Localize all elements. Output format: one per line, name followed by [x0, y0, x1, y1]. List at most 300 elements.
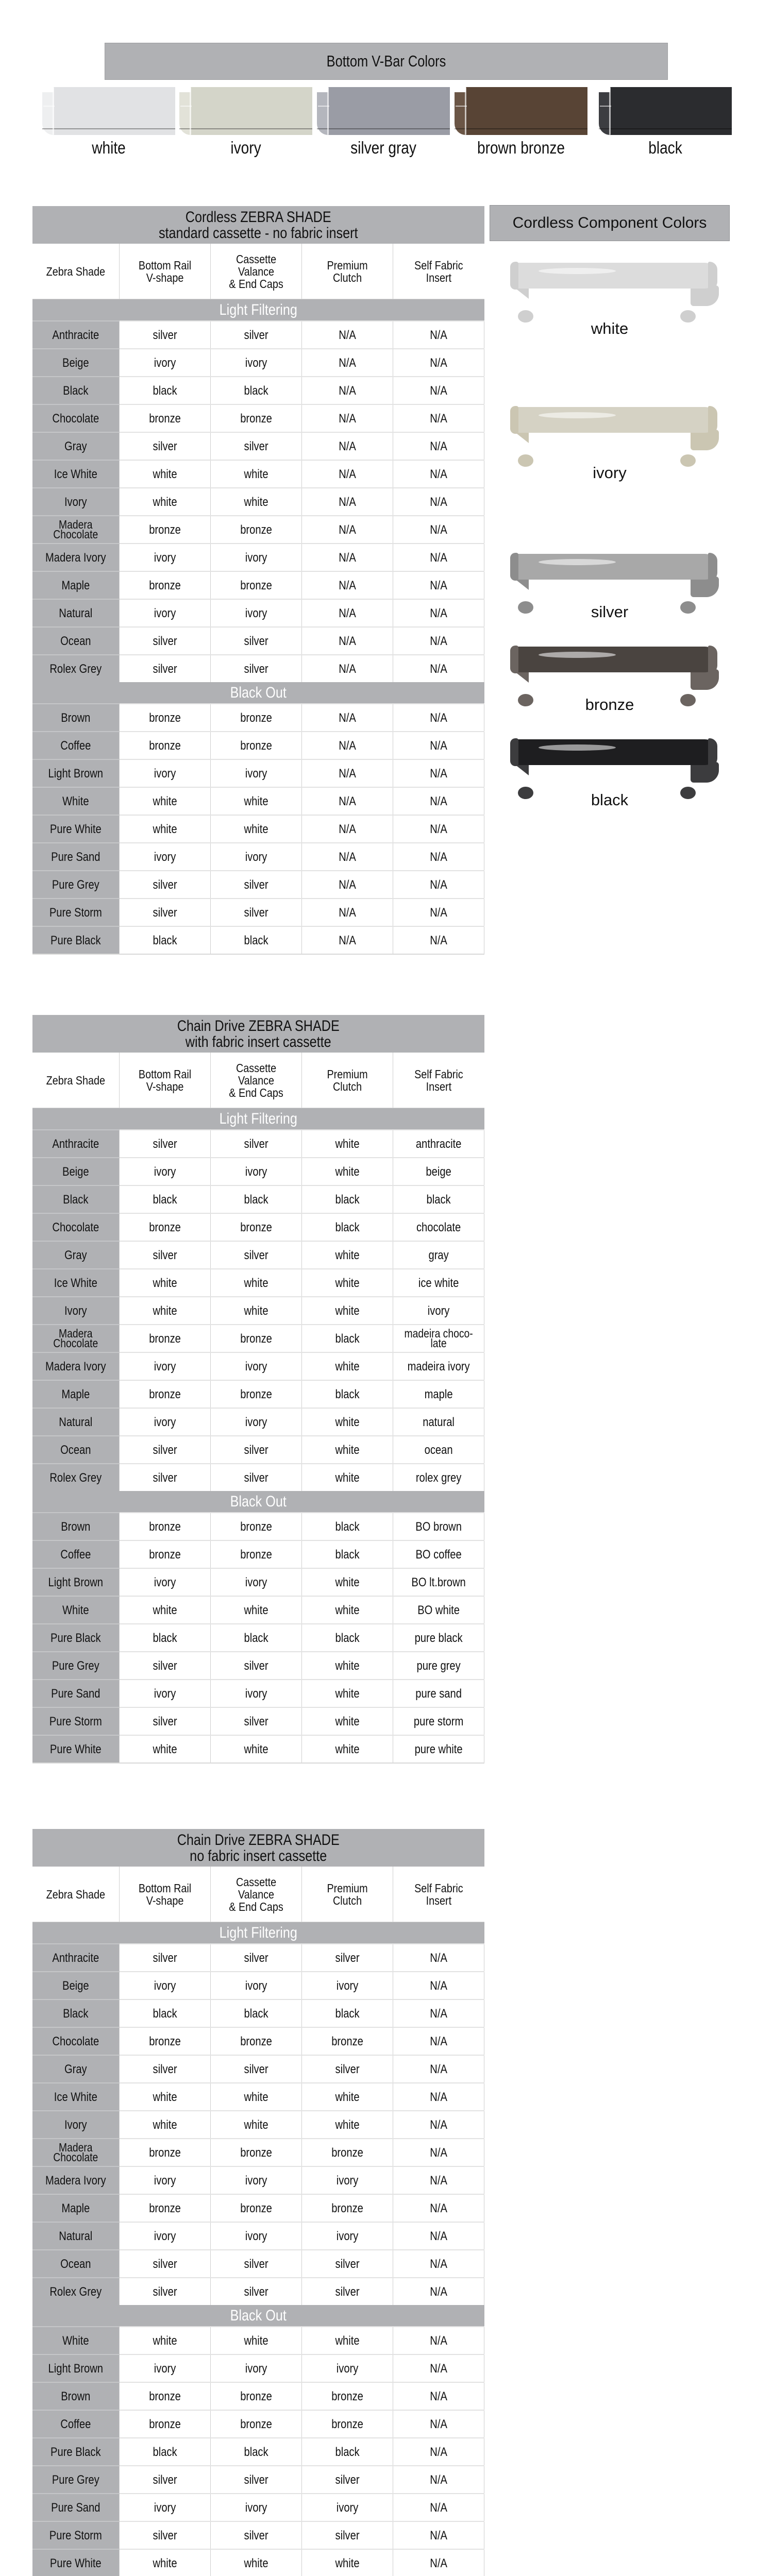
shade-name-cell — [32, 599, 119, 627]
section-band-black-out — [32, 1491, 484, 1513]
component-color-cell — [210, 2327, 301, 2354]
component-color-cell — [119, 1213, 210, 1241]
section-label-text: Black Out — [230, 2307, 287, 2324]
component-color-cell — [210, 2027, 301, 2055]
cell-text: Brown — [61, 710, 91, 725]
end-cap-left — [510, 262, 518, 290]
table-row — [32, 1325, 484, 1352]
cell-text: ivory — [245, 606, 267, 620]
cell-text: ivory — [245, 766, 267, 781]
component-color-cell — [119, 571, 210, 599]
component-color-cell — [119, 2382, 210, 2410]
cell-text: white — [244, 2556, 268, 2570]
shade-name-cell — [32, 377, 119, 404]
cell-text: white — [244, 2333, 268, 2348]
component-color-cell — [393, 516, 484, 544]
cell-text: N/A — [339, 634, 356, 648]
component-color-cell — [301, 2278, 393, 2305]
cell-text: Gray — [64, 439, 87, 453]
cell-text: bronze — [240, 1519, 272, 1534]
component-color-cell — [119, 349, 210, 377]
cell-text: ivory — [154, 1359, 176, 1374]
table-row — [32, 2494, 484, 2521]
component-color-cell — [210, 2278, 301, 2305]
bracket-right — [691, 669, 719, 690]
table-title-line1: Chain Drive ZEBRA SHADE — [177, 1017, 340, 1035]
cell-text: silver — [335, 1951, 360, 1965]
cell-text: N/A — [430, 328, 447, 342]
cell-text: white — [335, 1276, 360, 1290]
cell-text: N/A — [339, 355, 356, 370]
table-row — [32, 2194, 484, 2222]
cell-text: N/A — [430, 522, 447, 537]
cell-text: BO lt.brown — [411, 1575, 466, 1589]
cell-text: silver — [244, 2257, 268, 2271]
shade-name-cell — [32, 627, 119, 655]
component-color-cell — [119, 2278, 210, 2305]
cell-text: silver — [153, 2062, 177, 2076]
component-color-cell — [119, 2521, 210, 2549]
component-color-cell — [210, 1158, 301, 1185]
component-color-cell — [301, 1680, 393, 1707]
headrail-tube — [510, 407, 716, 433]
cell-text: black — [335, 1631, 360, 1645]
cell-text: ivory — [154, 355, 176, 370]
component-color-cell — [210, 899, 301, 926]
cell-text: ivory — [245, 1978, 267, 1993]
vbar-groove — [599, 128, 732, 129]
component-color-cell — [301, 377, 393, 404]
component-color-cell — [301, 1624, 393, 1652]
cell-text: white — [335, 1359, 360, 1374]
column-header-text: Zebra Shade — [46, 264, 105, 278]
cell-text: Pure Black — [51, 2445, 101, 2459]
section-label — [32, 1491, 484, 1513]
component-color-cell — [301, 1999, 393, 2027]
component-color-cell — [119, 899, 210, 926]
cell-text: Natural — [59, 606, 93, 620]
component-color-cell — [301, 1568, 393, 1596]
cell-text: bronze — [331, 2145, 363, 2160]
vbar-edge — [327, 87, 329, 135]
table-row — [32, 2410, 484, 2438]
component-color-cell — [119, 2194, 210, 2222]
cell-text: N/A — [430, 1978, 447, 1993]
end-cap-right — [708, 262, 717, 290]
table-title-text — [69, 209, 448, 241]
shade-name-cell — [32, 2222, 119, 2250]
cell-text: bronze — [240, 1387, 272, 1401]
component-color-cell — [210, 2222, 301, 2250]
cell-text: Pure White — [49, 2556, 102, 2570]
shade-name-cell — [32, 571, 119, 599]
table-row — [32, 759, 484, 787]
section-label-text: Light Filtering — [219, 1110, 297, 1127]
component-color-cell — [119, 1408, 210, 1436]
shade-name-cell — [32, 1999, 119, 2027]
component-color-cell — [210, 460, 301, 488]
component-color-cell — [301, 2055, 393, 2083]
component-color-cell — [119, 2111, 210, 2139]
component-color-cell — [119, 732, 210, 759]
cell-text: black — [335, 1519, 360, 1534]
component-color-cell — [210, 1652, 301, 1680]
shade-name-cell — [32, 1624, 119, 1652]
table-row — [32, 2354, 484, 2382]
cell-text: Madera Chocolate — [53, 518, 98, 541]
component-color-cell — [301, 926, 393, 954]
cell-text: silver — [244, 439, 268, 453]
cell-text: Brown — [61, 1519, 91, 1534]
shade-name-cell — [32, 871, 119, 899]
component-color-cell — [301, 759, 393, 787]
cell-text: maple — [424, 1387, 453, 1401]
component-color-cell — [119, 655, 210, 682]
cell-text: white — [335, 2090, 360, 2104]
component-color-cell — [393, 655, 484, 682]
cell-text: Madera Chocolate — [53, 1327, 98, 1350]
cell-text: bronze — [148, 710, 181, 725]
cell-text: white — [244, 467, 268, 481]
component-color-cell — [393, 432, 484, 460]
component-color-cell — [119, 1185, 210, 1213]
cell-text: Anthracite — [52, 1137, 99, 1151]
shade-name-cell — [32, 1185, 119, 1213]
cell-text: white — [335, 1742, 360, 1756]
component-color-cell — [119, 1513, 210, 1540]
table-row — [32, 1652, 484, 1680]
cell-text: Coffee — [60, 738, 91, 753]
cell-text: N/A — [339, 933, 356, 947]
table-row — [32, 1269, 484, 1297]
table-row — [32, 377, 484, 404]
cell-text: N/A — [430, 634, 447, 648]
component-color-cell — [393, 627, 484, 655]
cell-text: bronze — [240, 522, 272, 537]
cell-text: N/A — [430, 2145, 447, 2160]
cell-text: Black — [63, 2006, 89, 2021]
component-color-cell — [393, 704, 484, 732]
shade-name-cell — [32, 404, 119, 432]
component-color-cell — [210, 2494, 301, 2521]
cell-text: white — [153, 1303, 177, 1318]
table-row — [32, 2278, 484, 2305]
component-color-cell — [301, 815, 393, 843]
cell-text: N/A — [430, 2117, 447, 2132]
cell-text: N/A — [430, 822, 447, 836]
component-color-cell — [393, 899, 484, 926]
component-color-cell — [301, 704, 393, 732]
cell-text: Brown — [61, 2389, 91, 2403]
component-color-cell — [301, 1464, 393, 1491]
cell-text: Black — [63, 1192, 89, 1207]
cell-text: bronze — [240, 2145, 272, 2160]
table-row — [32, 871, 484, 899]
shade-name-cell — [32, 1380, 119, 1408]
component-color-cell — [393, 2549, 484, 2576]
cell-text: bronze — [240, 738, 272, 753]
cell-text: silver — [335, 2062, 360, 2076]
cell-text: N/A — [430, 2034, 447, 2048]
component-color-cell — [393, 1596, 484, 1624]
cell-text: white — [335, 2556, 360, 2570]
shade-name-cell — [32, 460, 119, 488]
table-row — [32, 1735, 484, 1763]
component-color-cell — [119, 2055, 210, 2083]
component-color-cell — [301, 1707, 393, 1735]
cell-text: N/A — [430, 2361, 447, 2376]
zebra-table-2 — [32, 1015, 484, 1764]
cell-text: black — [153, 2445, 177, 2459]
component-color-cell — [210, 1596, 301, 1624]
column-header — [393, 244, 484, 299]
cell-text: white — [153, 2117, 177, 2132]
shade-name-cell — [32, 1540, 119, 1568]
component-color-cell — [210, 1352, 301, 1380]
component-color-cell — [393, 321, 484, 349]
shade-name-cell — [32, 2521, 119, 2549]
zebra-table-1 — [32, 206, 484, 955]
cell-text: bronze — [331, 2034, 363, 2048]
tube-highlight — [539, 412, 616, 418]
shade-name-cell — [32, 2194, 119, 2222]
component-color-cell — [119, 2250, 210, 2278]
cell-text: silver — [153, 2257, 177, 2271]
cell-text: Madera Ivory — [45, 2173, 106, 2188]
component-color-cell — [393, 599, 484, 627]
table-row — [32, 1944, 484, 1972]
component-color-cell — [210, 1540, 301, 1568]
cell-text: bronze — [240, 1220, 272, 1234]
cell-text: Ivory — [64, 2117, 87, 2132]
cell-text: black — [244, 1192, 268, 1207]
component-color-cell — [301, 655, 393, 682]
component-color-cell — [393, 2139, 484, 2166]
component-color-cell — [210, 815, 301, 843]
shade-name-cell — [32, 2410, 119, 2438]
cell-text: Gray — [64, 2062, 87, 2076]
cell-text: white — [244, 822, 268, 836]
cell-text: bronze — [148, 1220, 181, 1234]
cell-text: white — [335, 1137, 360, 1151]
component-color-cell — [119, 2466, 210, 2494]
table-row — [32, 2466, 484, 2494]
cell-text: Anthracite — [52, 328, 99, 342]
cell-text: bronze — [148, 2417, 181, 2431]
component-color-cell — [301, 432, 393, 460]
vbar-swatch-white — [42, 87, 175, 135]
cell-text: black — [335, 2445, 360, 2459]
cell-text: silver — [153, 2472, 177, 2487]
bracket-right — [691, 285, 719, 306]
section-label — [32, 1108, 484, 1130]
component-color-cell — [210, 787, 301, 815]
cell-text: ivory — [245, 1164, 267, 1179]
column-header — [119, 244, 210, 299]
cell-text: N/A — [430, 662, 447, 676]
cell-text: N/A — [339, 738, 356, 753]
cell-text: Ice White — [54, 2090, 97, 2104]
component-color-cell — [393, 2382, 484, 2410]
component-color-cell — [210, 2549, 301, 2576]
component-color-label: ivory — [593, 464, 627, 482]
table-row — [32, 1241, 484, 1269]
cell-text: N/A — [339, 822, 356, 836]
cell-text: N/A — [339, 439, 356, 453]
component-color-cell — [119, 1999, 210, 2027]
cell-text: ivory — [245, 1359, 267, 1374]
shade-name-cell — [32, 1596, 119, 1624]
cell-text: white — [335, 1658, 360, 1673]
cell-text: black — [153, 2006, 177, 2021]
tube-highlight — [539, 652, 616, 658]
cell-text: white — [153, 495, 177, 509]
table-row — [32, 815, 484, 843]
cell-text: bronze — [148, 522, 181, 537]
cell-text: ivory — [154, 2361, 176, 2376]
column-header — [210, 1053, 301, 1108]
component-color-cell — [301, 2549, 393, 2576]
shade-name-cell — [32, 655, 119, 682]
bracket-right — [691, 430, 719, 450]
table-row — [32, 787, 484, 815]
cell-text: BO white — [417, 1603, 460, 1617]
component-color-cell — [301, 2139, 393, 2166]
table-row — [32, 2055, 484, 2083]
component-color-cell — [301, 1735, 393, 1763]
column-header — [393, 1053, 484, 1108]
cell-text: N/A — [339, 766, 356, 781]
tube-highlight — [539, 268, 616, 274]
cell-text: bronze — [148, 2034, 181, 2048]
cell-text: bronze — [148, 738, 181, 753]
cell-text: Beige — [62, 1978, 89, 1993]
component-color-cell — [210, 2139, 301, 2166]
cell-text: Pure Sand — [51, 2500, 100, 2515]
component-color-cell — [119, 2327, 210, 2354]
cell-text: ivory — [245, 1575, 267, 1589]
component-color-cell — [393, 2055, 484, 2083]
cell-text: ivory — [154, 1164, 176, 1179]
column-header-text: Zebra Shade — [46, 1887, 105, 1901]
component-color-cell — [119, 1269, 210, 1297]
component-color-cell — [301, 2521, 393, 2549]
component-color-cell — [301, 349, 393, 377]
cell-text: bronze — [240, 1547, 272, 1562]
cell-text: ivory — [245, 2229, 267, 2243]
cell-text: silver — [153, 877, 177, 892]
component-color-cell — [119, 843, 210, 871]
table-row — [32, 404, 484, 432]
table-row — [32, 1513, 484, 1540]
cell-text: N/A — [430, 1951, 447, 1965]
component-color-cell — [119, 1380, 210, 1408]
cell-text: N/A — [430, 877, 447, 892]
component-color-cell — [301, 1972, 393, 1999]
cell-text: N/A — [339, 467, 356, 481]
cell-text: natural — [423, 1415, 455, 1429]
table-row — [32, 321, 484, 349]
cell-text: white — [153, 1742, 177, 1756]
component-color-cell — [301, 2222, 393, 2250]
component-color-cell — [119, 1158, 210, 1185]
cell-text: N/A — [430, 2090, 447, 2104]
table-row — [32, 627, 484, 655]
component-color-cell — [301, 2083, 393, 2111]
component-color-cell — [393, 1325, 484, 1352]
component-color-cell — [393, 2410, 484, 2438]
cell-text: Pure Storm — [49, 1714, 102, 1728]
cell-text: white — [335, 1164, 360, 1179]
cell-text: ivory — [154, 1686, 176, 1701]
cell-text: ivory — [336, 1978, 359, 1993]
cell-text: ivory — [154, 2229, 176, 2243]
cell-text: Pure White — [49, 822, 102, 836]
component-color-cell — [301, 2410, 393, 2438]
cell-text: silver — [335, 2257, 360, 2271]
shade-name-cell — [32, 2494, 119, 2521]
shade-name-cell — [32, 2382, 119, 2410]
component-color-cell — [210, 1624, 301, 1652]
cell-text: white — [335, 1686, 360, 1701]
component-color-cell — [210, 2083, 301, 2111]
cell-text: white — [335, 1303, 360, 1318]
component-color-cell — [210, 2055, 301, 2083]
component-color-cell — [210, 1185, 301, 1213]
end-cap-right — [708, 553, 717, 581]
shade-name-cell — [32, 1213, 119, 1241]
component-color-cell — [210, 1325, 301, 1352]
vbar-groove — [455, 128, 587, 129]
vbar-swatch-label: ivory — [230, 138, 261, 157]
component-color-label: white — [591, 319, 629, 337]
component-color-cell — [119, 432, 210, 460]
cell-text: ivory — [245, 355, 267, 370]
cell-text: N/A — [430, 2472, 447, 2487]
component-color-cell — [393, 732, 484, 759]
component-color-cell — [210, 2250, 301, 2278]
component-color-cell — [393, 1944, 484, 1972]
cell-text: Maple — [61, 2201, 90, 2215]
shade-name-cell — [32, 1297, 119, 1325]
cell-text: bronze — [240, 578, 272, 592]
cell-text: silver — [335, 2284, 360, 2299]
cell-text: bronze — [148, 2145, 181, 2160]
component-color-cell — [210, 1707, 301, 1735]
cell-text: Chocolate — [52, 1220, 99, 1234]
component-color-cell — [393, 1380, 484, 1408]
component-color-cell — [119, 1624, 210, 1652]
cell-text: white — [335, 2333, 360, 2348]
component-color-cell — [301, 321, 393, 349]
end-cap-left — [510, 738, 518, 766]
cell-text: N/A — [430, 2445, 447, 2459]
component-color-cell — [301, 404, 393, 432]
column-header-text: Cassette Valance & End Caps — [228, 1061, 283, 1099]
component-color-cell — [301, 1325, 393, 1352]
cell-text: bronze — [148, 411, 181, 426]
cell-text: N/A — [339, 383, 356, 398]
cell-text: Pure White — [49, 1742, 102, 1756]
table-row — [32, 1185, 484, 1213]
table-row — [32, 544, 484, 571]
cell-text: silver — [153, 634, 177, 648]
component-color-cell — [119, 1707, 210, 1735]
shade-name-cell — [32, 1972, 119, 1999]
component-color-cell — [210, 1972, 301, 1999]
component-color-cell — [301, 1269, 393, 1297]
cell-text: N/A — [430, 467, 447, 481]
